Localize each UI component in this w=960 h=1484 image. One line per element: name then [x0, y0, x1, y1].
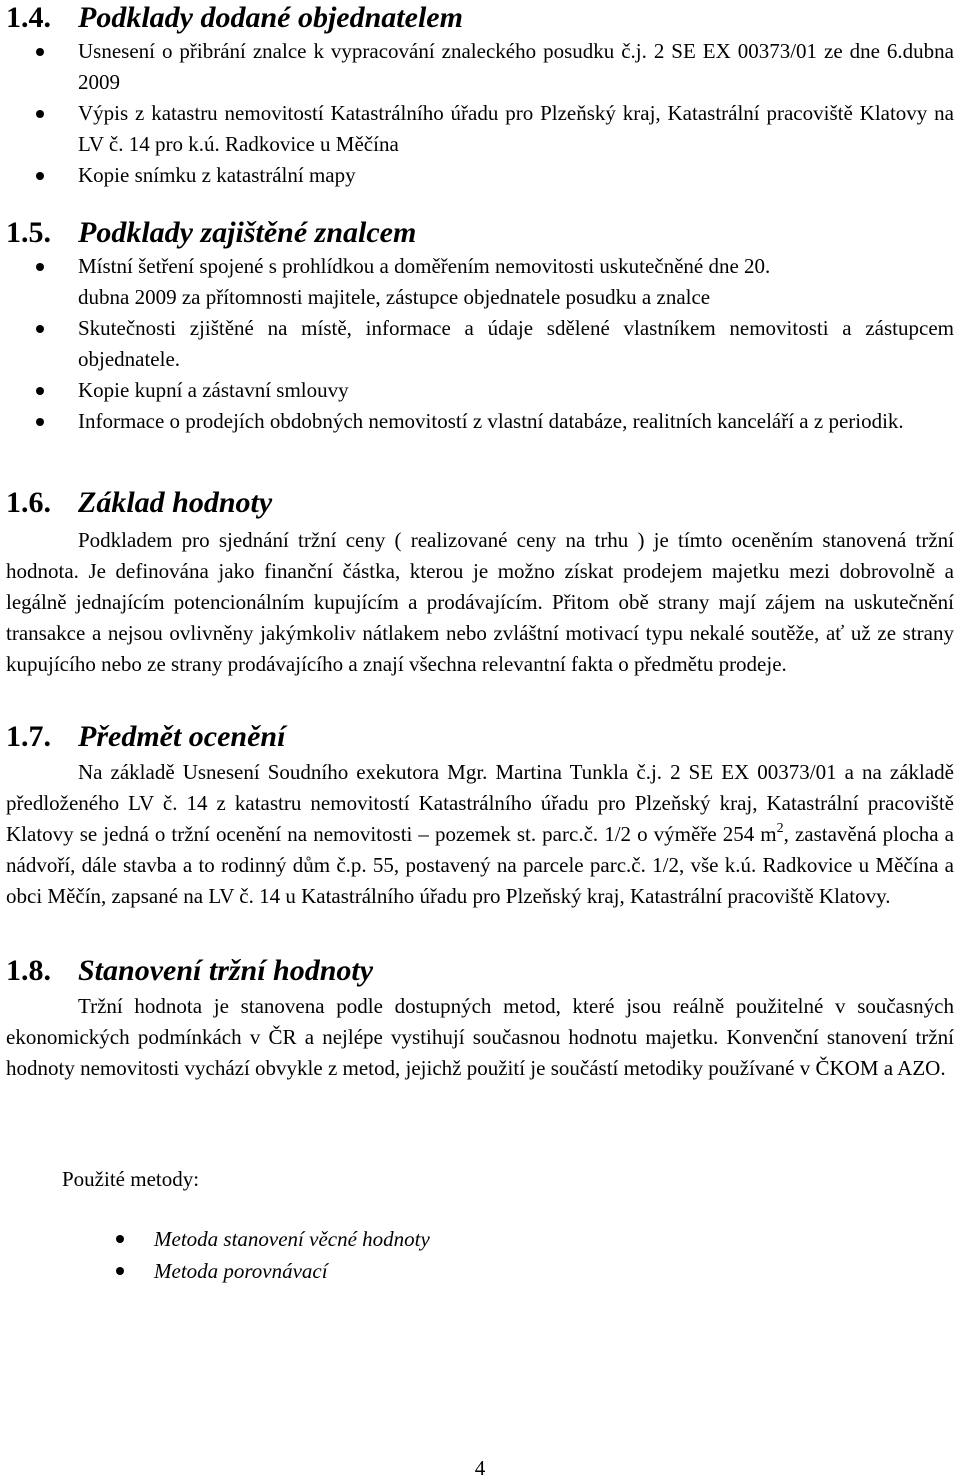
section-number: 1.7. — [6, 720, 51, 753]
list-item: Usnesení o přibrání znalce k vypracování znaleckého posudku č.j. 2 SE EX 00373/01 ze dne 6.dubna 2009 — [6, 36, 954, 98]
section-title: Základ hodnoty — [78, 486, 273, 519]
section-1-8 — [6, 953, 954, 1084]
methods-list — [6, 1223, 706, 1287]
section-number: 1.6. — [6, 486, 51, 519]
page-number: 4 — [474, 1456, 486, 1480]
section-number: 1.5. — [6, 216, 51, 249]
section-title: Podklady zajištěné znalcem — [78, 216, 417, 249]
list-item: Kopie snímku z katastrální mapy — [6, 160, 954, 191]
paragraph-text-after: , zastavěná plocha a nádvoří, dále stavba a to rodinný dům č.p. 55, postavený na parcele parc.č. 1/2, vše k.ú. Radkovice u Měčína a obci Měčín, zapsané na LV č. 14 u Katastrálního úřadu pro Plzeňský kraj, Katastrální pracoviště Klatovy. — [6, 822, 954, 908]
list-item: Výpis z katastru nemovitostí Katastrálního úřadu pro Plzeňský kraj, Katastrální pracoviště Klatovy na LV č. 14 pro k.ú. Radkovice u Měčína — [6, 98, 954, 160]
bullet-list — [6, 36, 954, 191]
list-item: Informace o prodejích obdobných nemovitostí z vlastní databáze, realitních kanceláří a z periodik. — [6, 406, 954, 437]
section-title: Předmět ocenění — [78, 720, 286, 753]
section-paragraph — [6, 757, 954, 912]
section-heading — [6, 719, 954, 755]
section-title: Podklady dodané objednatelem — [78, 1, 463, 34]
section-heading — [6, 953, 954, 989]
bullet-list — [6, 251, 954, 437]
section-title: Stanovení tržní hodnoty — [78, 954, 374, 987]
list-item-continuation: dubna 2009 za přítomnosti majitele, zástupce objednatele posudku a znalce — [78, 285, 711, 309]
section-heading — [6, 485, 954, 521]
list-item: Metoda stanovení věcné hodnoty — [6, 1223, 706, 1255]
section-number: 1.4. — [6, 1, 51, 34]
section-heading — [6, 215, 954, 251]
section-paragraph: Tržní hodnota je stanovena podle dostupných metod, které jsou reálně použitelné v současných ekonomických podmínkách v ČR a nejlépe vystihují současnou hodnotu majetku. Konvenční stanovení tržní hodnoty nemovitosti vychází obvykle z metod, jejichž použití je součástí metodiky používané v ČKOM a AZO. — [6, 994, 954, 1080]
paragraph-text-before: Na základě Usnesení Soudního exekutora Mgr. Martina Tunkla č.j. 2 SE EX 00373/01 a na základě předloženého LV č. 14 z katastru nemovitostí Katastrálního úřadu pro Plzeňský kraj, Katastrální pracoviště Klatovy se jedná o tržní ocenění na nemovitosti – pozemek st. parc.č. 1/2 o výměře 254 m — [6, 760, 954, 846]
list-item: Místní šetření spojené s prohlídkou a doměřením nemovitosti uskutečněné dne 20. — [6, 251, 954, 282]
list-item: Skutečnosti zjištěné na místě, informace a údaje sdělené vlastníkem nemovitosti a zástupcem objednatele. — [6, 313, 954, 375]
section-1-4 — [6, 0, 954, 191]
list-item: Metoda porovnávací — [6, 1255, 706, 1287]
section-1-7 — [6, 719, 954, 912]
methods-label: Použité metody: — [62, 1167, 200, 1191]
section-1-5 — [6, 215, 954, 437]
section-number: 1.8. — [6, 954, 51, 987]
section-heading — [6, 0, 954, 36]
list-item: Kopie kupní a zástavní smlouvy — [6, 375, 954, 406]
superscript: 2 — [776, 821, 784, 836]
section-1-6 — [6, 485, 954, 680]
section-paragraph: Podkladem pro sjednání tržní ceny ( realizované ceny na trhu ) je tímto oceněním stanovená tržní hodnota. Je definována jako finanční částka, kterou je možno získat prodejem majetku mezi dobrovolně a legálně jednajícím potencionálním kupujícím a prodávajícím. Přitom obě strany mají zájem na uskutečnění transakce a nejsou ovlivněny jakýmkoliv nátlakem nebo zvláštní motivací typu nekalé soutěže, ať už ze strany kupujícího nebo ze strany prodávajícího a znají všechna relevantní fakta o předmětu prodeje. — [6, 528, 954, 676]
